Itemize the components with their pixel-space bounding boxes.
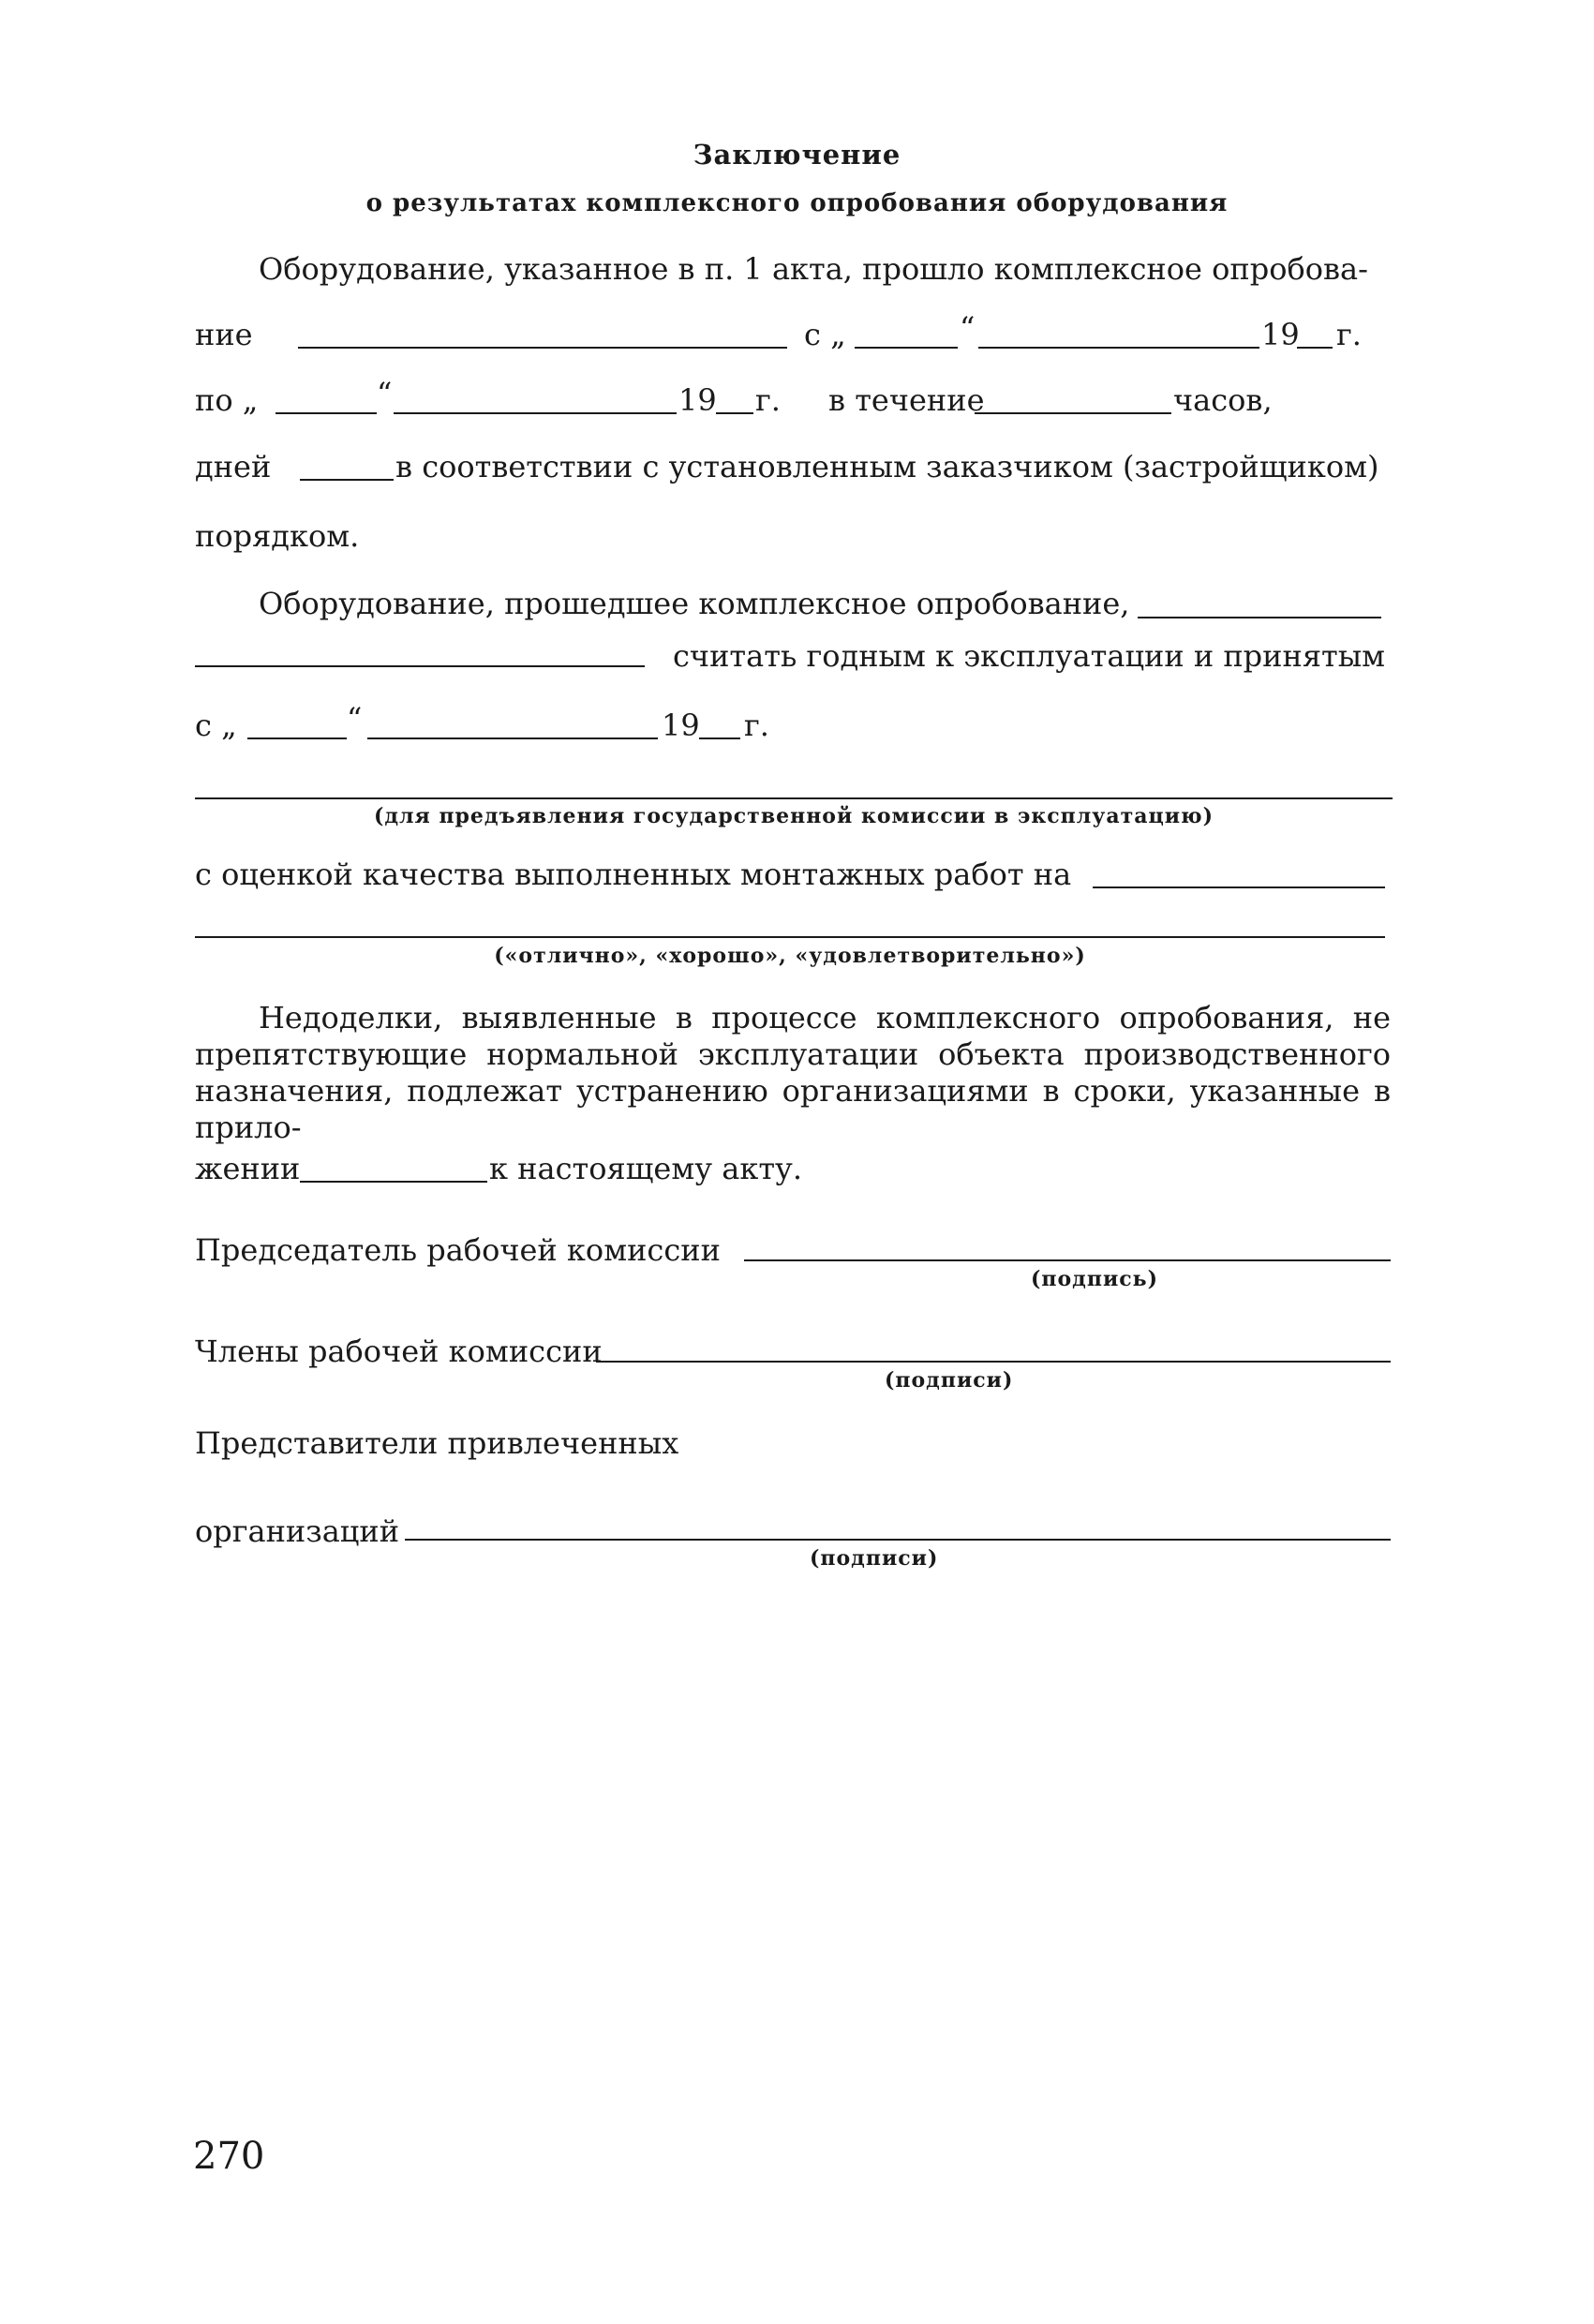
- to-label: по „: [195, 382, 259, 418]
- to-day-blank: [276, 412, 377, 414]
- quote-mark: “: [377, 376, 393, 411]
- section1-line4-rest: в соответствии с установленным заказчиком (застройщиком): [395, 449, 1379, 484]
- reps-label-1: Представители привлеченных: [195, 1425, 679, 1461]
- page-title: Заключение: [693, 139, 901, 171]
- from-year-blank: [1297, 347, 1333, 349]
- appendix-label: жении: [195, 1151, 301, 1186]
- section2-line2: считать годным к эксплуатации и принятым: [673, 638, 1386, 674]
- accepted-year-prefix: 19: [662, 708, 700, 743]
- members-signature-line: [596, 1361, 1391, 1363]
- reps-signature-line: [405, 1539, 1391, 1541]
- page-subtitle: о результатах комплексного опробования оборудования: [365, 189, 1229, 217]
- section2-line1: Оборудование, прошедшее комплексное опробование,: [259, 586, 1130, 621]
- chairman-signature-line: [744, 1259, 1391, 1261]
- quote-mark: “: [960, 310, 976, 346]
- reps-caption: (подписи): [810, 1546, 939, 1571]
- defects-paragraph: Недоделки, выявленные в процессе комплексного опробования, не препятствующие нормальной эксплуатации объекта производственного назначения, подлежат устранению организациями в сроки, указанные в прило-: [195, 1000, 1391, 1145]
- section1-line5: порядком.: [195, 518, 360, 554]
- accepted-day-blank: [247, 737, 347, 739]
- to-year-prefix: 19: [678, 382, 717, 418]
- from-year-suffix: г.: [1336, 317, 1362, 352]
- from-day-blank: [855, 347, 958, 349]
- equipment-blank-a: [1138, 617, 1381, 618]
- chairman-label: Председатель рабочей комиссии: [195, 1232, 721, 1268]
- from-label: с „: [804, 317, 846, 352]
- section1-line2-start: ние: [195, 317, 253, 352]
- quality-label: с оценкой качества выполненных монтажных работ на: [195, 857, 1072, 892]
- to-month-blank: [394, 412, 677, 414]
- accepted-year-suffix: г.: [744, 708, 769, 743]
- hours-label: часов,: [1173, 382, 1273, 418]
- quality-blank-a: [1093, 886, 1385, 888]
- from-year-prefix: 19: [1261, 317, 1300, 352]
- from-month-blank: [978, 347, 1259, 349]
- hours-blank: [975, 412, 1171, 414]
- quality-blank-b: [195, 936, 1385, 938]
- chairman-caption: (подпись): [1031, 1267, 1159, 1291]
- appendix-rest: к настоящему акту.: [489, 1151, 803, 1186]
- equipment-blank-b: [195, 665, 645, 667]
- purpose-caption: (для предъявления государственной комиссии в эксплуатацию): [373, 804, 1214, 828]
- grades-caption: («отлично», «хорошо», «удовлетворительно»): [494, 944, 1086, 968]
- appendix-blank: [300, 1181, 487, 1183]
- days-blank: [300, 479, 394, 481]
- section1-line1: Оборудование, указанное в п. 1 акта, прошло комплексное опробова-: [259, 251, 1368, 287]
- reps-label-2: организаций: [195, 1513, 400, 1549]
- purpose-blank: [195, 797, 1393, 799]
- accepted-from-label: с „: [195, 708, 237, 743]
- accepted-year-blank: [699, 737, 740, 739]
- quote-mark: “: [347, 701, 363, 737]
- start-date-blank-a: [298, 347, 787, 349]
- page-number: 270: [193, 2135, 265, 2178]
- accepted-month-blank: [367, 737, 658, 739]
- members-caption: (подписи): [885, 1368, 1014, 1393]
- to-year-suffix: г.: [755, 382, 781, 418]
- during-label: в течение: [828, 382, 985, 418]
- to-year-blank: [716, 412, 753, 414]
- days-label: дней: [195, 449, 272, 484]
- members-label: Члены рабочей комиссии: [195, 1333, 603, 1369]
